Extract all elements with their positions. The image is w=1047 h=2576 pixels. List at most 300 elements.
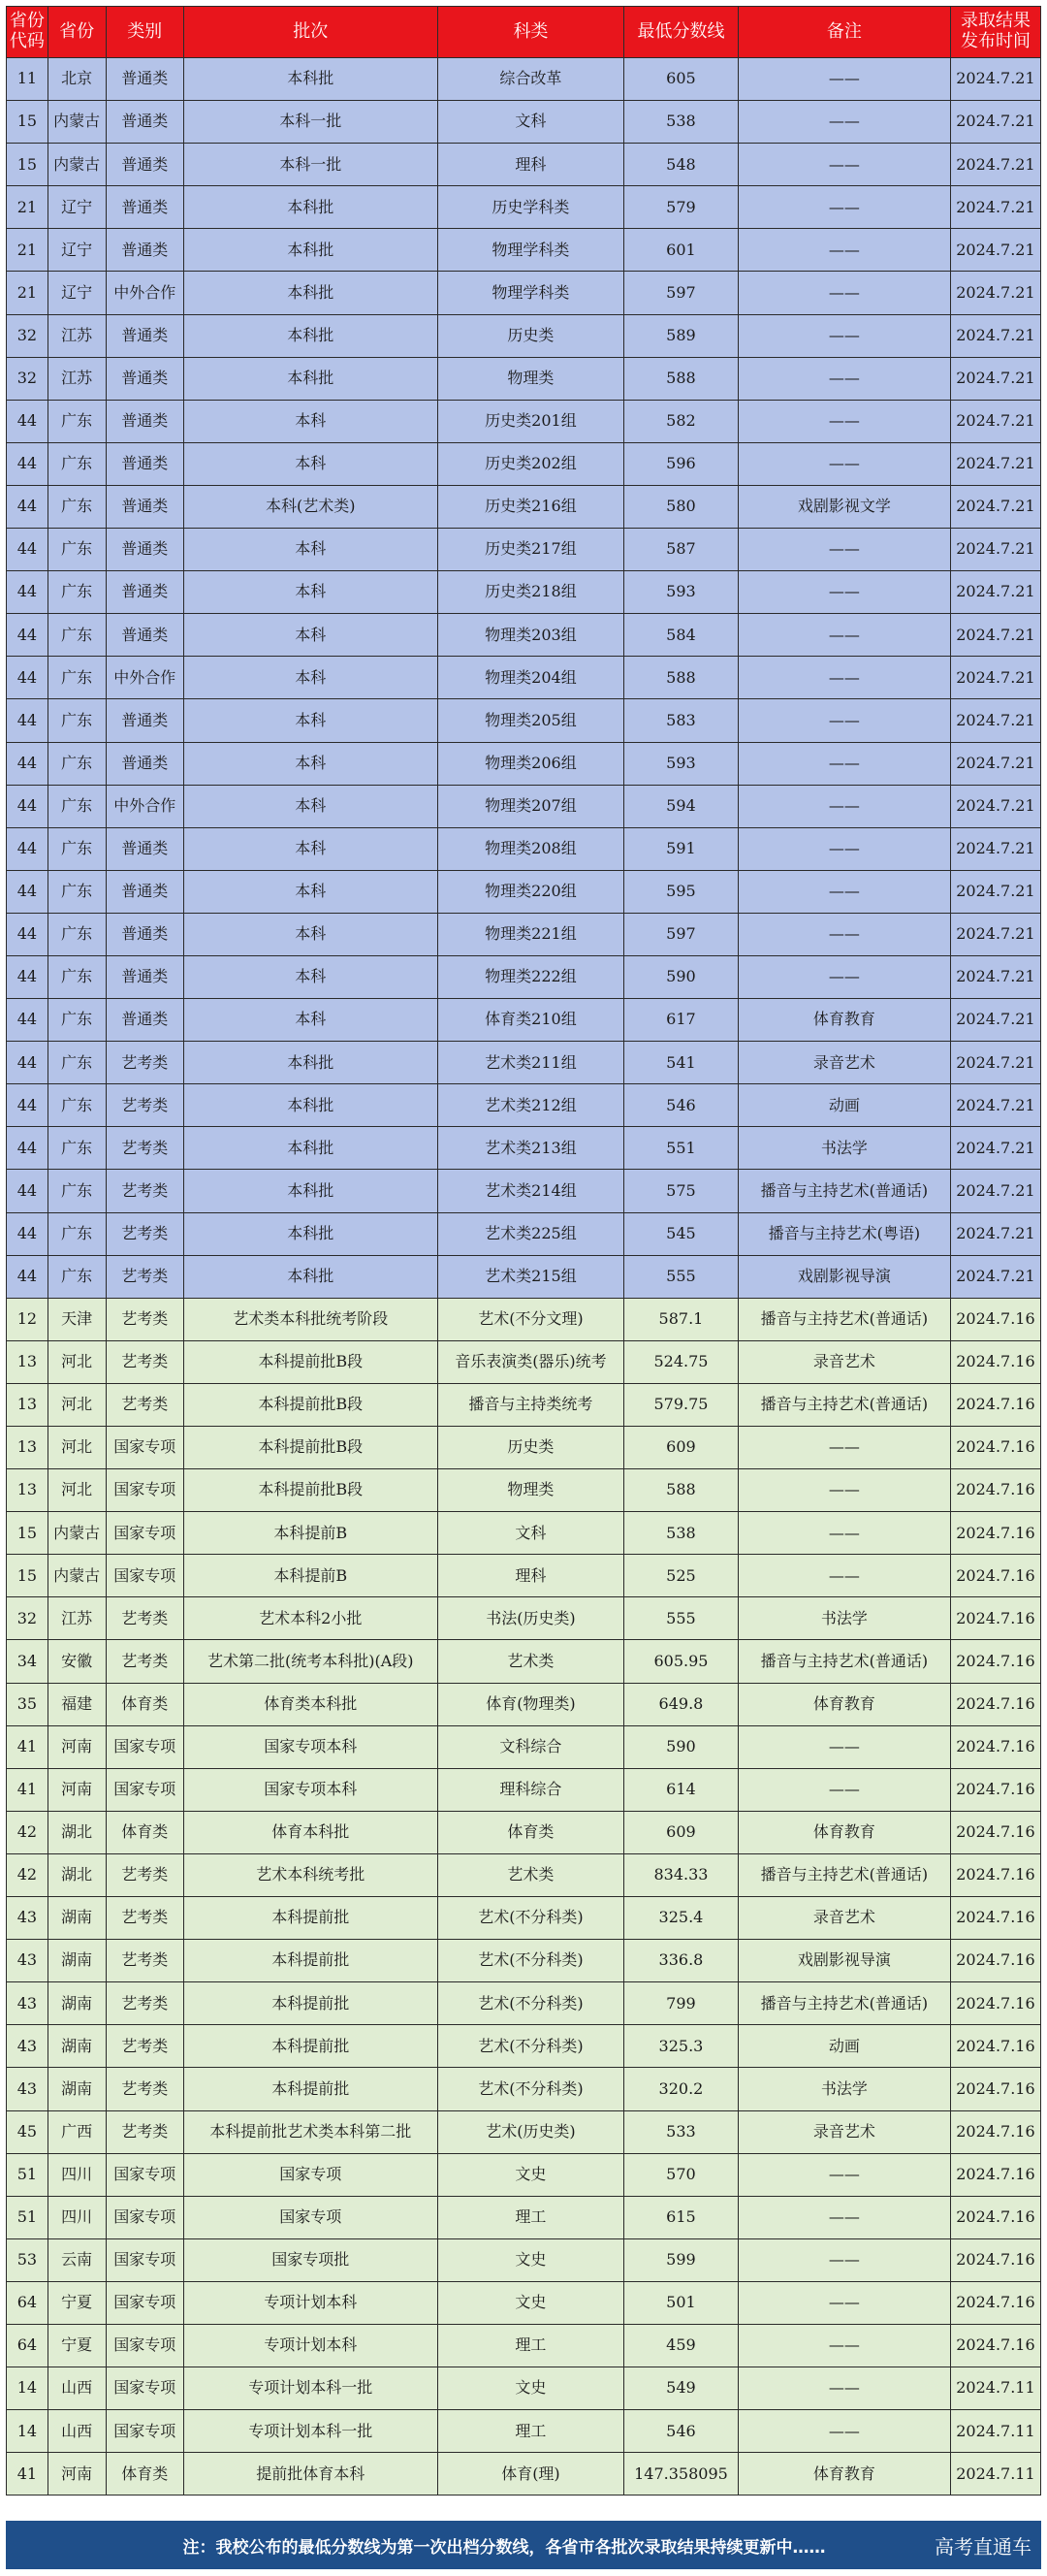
col-min-score-cell: 588 bbox=[624, 657, 739, 699]
col-subject-cell: 历史类217组 bbox=[437, 529, 623, 571]
col-release-date-cell: 2024.7.21 bbox=[950, 144, 1040, 186]
col-release-date-cell: 2024.7.16 bbox=[950, 1427, 1040, 1469]
col-min-score-cell: 545 bbox=[624, 1212, 739, 1255]
col-min-score-cell: 548 bbox=[624, 144, 739, 186]
col-remark-cell: —— bbox=[738, 2324, 950, 2367]
table-row bbox=[7, 1811, 1041, 1853]
col-min-score-cell: 533 bbox=[624, 2110, 739, 2153]
col-batch-cell: 本科批 bbox=[183, 229, 437, 272]
col-province-cell: 河南 bbox=[48, 1768, 106, 1811]
col-min-score-cell: 587.1 bbox=[624, 1298, 739, 1340]
col-min-score-cell: 325.4 bbox=[624, 1897, 739, 1940]
col-subject-cell: 历史学科类 bbox=[437, 186, 623, 229]
col-province-cell: 四川 bbox=[48, 2153, 106, 2196]
col-release-date-cell: 2024.7.16 bbox=[950, 1555, 1040, 1597]
col-remark-cell: 播音与主持艺术(粤语) bbox=[738, 1212, 950, 1255]
col-min-score-cell: 589 bbox=[624, 314, 739, 357]
col-province-cell: 内蒙古 bbox=[48, 1512, 106, 1555]
col-category-cell: 国家专项 bbox=[106, 2367, 183, 2410]
table-row bbox=[7, 1170, 1041, 1212]
col-batch-cell: 本科批 bbox=[183, 58, 437, 101]
col-province-cell: 内蒙古 bbox=[48, 1555, 106, 1597]
col-province-code-cell: 43 bbox=[7, 2068, 48, 2110]
col-batch-header: 批次 bbox=[183, 7, 437, 58]
col-release-date-cell: 2024.7.21 bbox=[950, 529, 1040, 571]
col-batch-cell: 本科 bbox=[183, 955, 437, 998]
col-batch-cell: 本科一批 bbox=[183, 101, 437, 144]
col-province-code-cell: 13 bbox=[7, 1469, 48, 1512]
col-batch-cell: 本科批 bbox=[183, 1042, 437, 1084]
col-province-code-cell: 44 bbox=[7, 1212, 48, 1255]
col-min-score-cell: 336.8 bbox=[624, 1940, 739, 1982]
col-release-date-cell: 2024.7.21 bbox=[950, 955, 1040, 998]
col-province-cell: 广西 bbox=[48, 2110, 106, 2153]
col-category-cell: 国家专项 bbox=[106, 2410, 183, 2453]
col-min-score-cell: 590 bbox=[624, 955, 739, 998]
col-remark-cell: 播音与主持艺术(普通话) bbox=[738, 1982, 950, 2025]
col-batch-cell: 国家专项 bbox=[183, 2153, 437, 2196]
col-min-score-cell: 501 bbox=[624, 2281, 739, 2324]
col-province-code-cell: 51 bbox=[7, 2196, 48, 2238]
col-release-date-cell: 2024.7.21 bbox=[950, 1212, 1040, 1255]
table-row bbox=[7, 2410, 1041, 2453]
col-release-date-cell: 2024.7.21 bbox=[950, 442, 1040, 485]
table-row bbox=[7, 485, 1041, 528]
col-subject-cell: 物理类220组 bbox=[437, 870, 623, 913]
col-remark-cell: 戏剧影视导演 bbox=[738, 1255, 950, 1298]
col-province-cell: 河南 bbox=[48, 1725, 106, 1768]
col-province-code-cell: 42 bbox=[7, 1811, 48, 1853]
col-province-header: 省份 bbox=[48, 7, 106, 58]
col-category-cell: 艺考类 bbox=[106, 1940, 183, 1982]
col-batch-cell: 专项计划本科 bbox=[183, 2281, 437, 2324]
admission-score-table bbox=[6, 6, 1041, 2496]
col-min-score-cell: 609 bbox=[624, 1427, 739, 1469]
table-row bbox=[7, 614, 1041, 657]
col-release-date-cell: 2024.7.21 bbox=[950, 58, 1040, 101]
col-province-cell: 湖北 bbox=[48, 1853, 106, 1896]
col-category-cell: 国家专项 bbox=[106, 2153, 183, 2196]
col-release-date-cell: 2024.7.16 bbox=[950, 1340, 1040, 1383]
col-min-score-cell: 147.358095 bbox=[624, 2453, 739, 2496]
col-remark-cell: —— bbox=[738, 186, 950, 229]
col-release-date-cell: 2024.7.21 bbox=[950, 1084, 1040, 1127]
col-remark-cell: —— bbox=[738, 870, 950, 913]
col-release-date-cell: 2024.7.21 bbox=[950, 186, 1040, 229]
col-min-score-cell: 799 bbox=[624, 1982, 739, 2025]
col-province-cell: 辽宁 bbox=[48, 272, 106, 314]
col-category-cell: 中外合作 bbox=[106, 272, 183, 314]
col-remark-cell: —— bbox=[738, 529, 950, 571]
col-subject-cell: 文史 bbox=[437, 2281, 623, 2324]
col-min-score-cell: 546 bbox=[624, 2410, 739, 2453]
table-row bbox=[7, 272, 1041, 314]
col-remark-cell: 播音与主持艺术(普通话) bbox=[738, 1170, 950, 1212]
col-subject-cell: 艺术(不分科类) bbox=[437, 2068, 623, 2110]
col-min-score-cell: 614 bbox=[624, 1768, 739, 1811]
col-subject-cell: 历史类201组 bbox=[437, 400, 623, 442]
col-release-date-cell: 2024.7.21 bbox=[950, 1170, 1040, 1212]
col-province-code-cell: 21 bbox=[7, 272, 48, 314]
col-province-code-cell: 44 bbox=[7, 400, 48, 442]
col-subject-cell: 艺术(不分科类) bbox=[437, 1940, 623, 1982]
col-release-date-cell: 2024.7.21 bbox=[950, 999, 1040, 1042]
col-province-code-cell: 21 bbox=[7, 229, 48, 272]
col-subject-cell: 物理学科类 bbox=[437, 272, 623, 314]
col-subject-cell: 艺术(历史类) bbox=[437, 2110, 623, 2153]
table-row bbox=[7, 1725, 1041, 1768]
col-remark-cell: —— bbox=[738, 614, 950, 657]
table-row bbox=[7, 357, 1041, 400]
col-min-score-cell: 551 bbox=[624, 1127, 739, 1170]
col-release-date-cell: 2024.7.16 bbox=[950, 2196, 1040, 2238]
col-remark-cell: 书法学 bbox=[738, 2068, 950, 2110]
col-province-cell: 福建 bbox=[48, 1683, 106, 1725]
col-category-cell: 普通类 bbox=[106, 58, 183, 101]
col-release-date-cell: 2024.7.16 bbox=[950, 2110, 1040, 2153]
col-province-code-cell: 44 bbox=[7, 955, 48, 998]
col-subject-cell: 文史 bbox=[437, 2238, 623, 2281]
col-release-date-cell: 2024.7.11 bbox=[950, 2453, 1040, 2496]
col-batch-cell: 本科 bbox=[183, 870, 437, 913]
col-remark-cell: 戏剧影视文学 bbox=[738, 485, 950, 528]
col-province-cell: 山西 bbox=[48, 2367, 106, 2410]
col-category-cell: 体育类 bbox=[106, 1683, 183, 1725]
col-subject-cell: 物理类205组 bbox=[437, 699, 623, 742]
col-remark-cell: —— bbox=[738, 314, 950, 357]
col-subject-cell: 体育(物理类) bbox=[437, 1683, 623, 1725]
col-min-score-cell: 538 bbox=[624, 1512, 739, 1555]
table-row bbox=[7, 2238, 1041, 2281]
col-batch-cell: 本科提前批艺术类本科第二批 bbox=[183, 2110, 437, 2153]
col-batch-cell: 本科批 bbox=[183, 272, 437, 314]
col-remark-cell: 体育教育 bbox=[738, 1683, 950, 1725]
col-province-cell: 河北 bbox=[48, 1383, 106, 1426]
col-min-score-header: 最低分数线 bbox=[624, 7, 739, 58]
table-row bbox=[7, 144, 1041, 186]
col-subject-cell: 理科 bbox=[437, 144, 623, 186]
table-row bbox=[7, 529, 1041, 571]
col-release-date-cell: 2024.7.16 bbox=[950, 1853, 1040, 1896]
col-province-cell: 江苏 bbox=[48, 357, 106, 400]
col-min-score-cell: 605 bbox=[624, 58, 739, 101]
col-subject-cell: 艺术(不分科类) bbox=[437, 1897, 623, 1940]
col-subject-cell: 文科 bbox=[437, 1512, 623, 1555]
col-province-code-cell: 44 bbox=[7, 1170, 48, 1212]
col-remark-cell: —— bbox=[738, 2367, 950, 2410]
col-min-score-cell: 587 bbox=[624, 529, 739, 571]
col-province-code-cell: 53 bbox=[7, 2238, 48, 2281]
col-subject-cell: 艺术类 bbox=[437, 1853, 623, 1896]
col-category-cell: 艺考类 bbox=[106, 1255, 183, 1298]
col-release-date-cell: 2024.7.21 bbox=[950, 571, 1040, 614]
col-category-cell: 中外合作 bbox=[106, 785, 183, 827]
col-remark-cell: —— bbox=[738, 58, 950, 101]
table-body bbox=[7, 58, 1041, 2496]
col-min-score-cell: 594 bbox=[624, 785, 739, 827]
col-category-cell: 普通类 bbox=[106, 571, 183, 614]
col-batch-cell: 本科提前批B段 bbox=[183, 1427, 437, 1469]
col-remark-cell: 播音与主持艺术(普通话) bbox=[738, 1853, 950, 1896]
col-batch-cell: 本科批 bbox=[183, 1084, 437, 1127]
col-subject-cell: 艺术类225组 bbox=[437, 1212, 623, 1255]
col-province-cell: 河北 bbox=[48, 1340, 106, 1383]
col-province-cell: 广东 bbox=[48, 1170, 106, 1212]
col-province-cell: 湖南 bbox=[48, 2068, 106, 2110]
col-category-cell: 国家专项 bbox=[106, 2238, 183, 2281]
col-province-code-header: 省份代码 bbox=[7, 7, 48, 58]
col-min-score-cell: 591 bbox=[624, 827, 739, 870]
col-min-score-cell: 599 bbox=[624, 2238, 739, 2281]
table-row bbox=[7, 657, 1041, 699]
col-remark-cell: —— bbox=[738, 2238, 950, 2281]
col-batch-cell: 本科 bbox=[183, 400, 437, 442]
col-province-cell: 广东 bbox=[48, 1255, 106, 1298]
col-province-cell: 天津 bbox=[48, 1298, 106, 1340]
col-subject-cell: 艺术类213组 bbox=[437, 1127, 623, 1170]
col-batch-cell: 本科提前B bbox=[183, 1555, 437, 1597]
col-batch-cell: 本科批 bbox=[183, 314, 437, 357]
col-province-code-cell: 15 bbox=[7, 101, 48, 144]
table-row bbox=[7, 1127, 1041, 1170]
table-row bbox=[7, 2110, 1041, 2153]
col-province-code-cell: 44 bbox=[7, 1042, 48, 1084]
col-remark-cell: 播音与主持艺术(普通话) bbox=[738, 1383, 950, 1426]
col-province-code-cell: 44 bbox=[7, 1127, 48, 1170]
col-subject-cell: 艺术类215组 bbox=[437, 1255, 623, 1298]
col-batch-cell: 本科提前批 bbox=[183, 2025, 437, 2068]
col-category-cell: 普通类 bbox=[106, 955, 183, 998]
col-category-cell: 艺考类 bbox=[106, 1640, 183, 1683]
col-remark-cell: —— bbox=[738, 2410, 950, 2453]
col-release-date-cell: 2024.7.21 bbox=[950, 742, 1040, 785]
col-min-score-cell: 524.75 bbox=[624, 1340, 739, 1383]
col-province-code-cell: 42 bbox=[7, 1853, 48, 1896]
col-subject-cell: 历史类 bbox=[437, 314, 623, 357]
col-province-cell: 辽宁 bbox=[48, 186, 106, 229]
col-batch-cell: 体育类本科批 bbox=[183, 1683, 437, 1725]
col-province-code-cell: 44 bbox=[7, 1084, 48, 1127]
col-release-date-cell: 2024.7.21 bbox=[950, 229, 1040, 272]
col-province-code-cell: 12 bbox=[7, 1298, 48, 1340]
col-min-score-cell: 588 bbox=[624, 1469, 739, 1512]
col-subject-cell: 文科综合 bbox=[437, 1725, 623, 1768]
col-min-score-cell: 605.95 bbox=[624, 1640, 739, 1683]
table-row bbox=[7, 2281, 1041, 2324]
col-category-cell: 普通类 bbox=[106, 101, 183, 144]
col-remark-cell: —— bbox=[738, 785, 950, 827]
col-release-date-cell: 2024.7.11 bbox=[950, 2367, 1040, 2410]
col-province-cell: 湖南 bbox=[48, 2025, 106, 2068]
col-province-code-cell: 64 bbox=[7, 2324, 48, 2367]
col-category-cell: 普通类 bbox=[106, 485, 183, 528]
col-subject-cell: 物理类204组 bbox=[437, 657, 623, 699]
table-row bbox=[7, 1897, 1041, 1940]
col-province-cell: 广东 bbox=[48, 657, 106, 699]
col-subject-cell: 物理类207组 bbox=[437, 785, 623, 827]
col-subject-cell: 文史 bbox=[437, 2153, 623, 2196]
col-province-cell: 广东 bbox=[48, 1042, 106, 1084]
col-min-score-cell: 617 bbox=[624, 999, 739, 1042]
col-province-cell: 河南 bbox=[48, 2453, 106, 2496]
table-row bbox=[7, 1383, 1041, 1426]
col-province-code-cell: 44 bbox=[7, 913, 48, 955]
col-batch-cell: 本科批 bbox=[183, 1170, 437, 1212]
col-subject-cell: 历史类 bbox=[437, 1427, 623, 1469]
col-batch-cell: 艺术本科2小批 bbox=[183, 1597, 437, 1640]
col-province-code-cell: 32 bbox=[7, 1597, 48, 1640]
col-subject-cell: 艺术类214组 bbox=[437, 1170, 623, 1212]
col-province-cell: 广东 bbox=[48, 571, 106, 614]
col-category-cell: 艺考类 bbox=[106, 1127, 183, 1170]
col-category-cell: 艺考类 bbox=[106, 1084, 183, 1127]
col-min-score-cell: 582 bbox=[624, 400, 739, 442]
col-min-score-cell: 525 bbox=[624, 1555, 739, 1597]
col-batch-cell: 本科提前批 bbox=[183, 1982, 437, 2025]
col-province-code-cell: 64 bbox=[7, 2281, 48, 2324]
table-row bbox=[7, 785, 1041, 827]
col-province-cell: 广东 bbox=[48, 442, 106, 485]
col-category-cell: 艺考类 bbox=[106, 1212, 183, 1255]
col-min-score-cell: 546 bbox=[624, 1084, 739, 1127]
brand-label: 高考直通车 bbox=[935, 2534, 1031, 2559]
col-min-score-cell: 609 bbox=[624, 1811, 739, 1853]
col-batch-cell: 本科 bbox=[183, 699, 437, 742]
table-row bbox=[7, 400, 1041, 442]
col-province-code-cell: 21 bbox=[7, 186, 48, 229]
col-batch-cell: 本科批 bbox=[183, 186, 437, 229]
col-province-cell: 广东 bbox=[48, 485, 106, 528]
table-row bbox=[7, 1340, 1041, 1383]
col-category-cell: 普通类 bbox=[106, 144, 183, 186]
col-remark-cell: —— bbox=[738, 400, 950, 442]
col-batch-cell: 本科 bbox=[183, 529, 437, 571]
col-release-date-cell: 2024.7.21 bbox=[950, 699, 1040, 742]
col-release-date-cell: 2024.7.16 bbox=[950, 2281, 1040, 2324]
table-row bbox=[7, 2367, 1041, 2410]
col-remark-cell: 体育教育 bbox=[738, 2453, 950, 2496]
col-subject-cell: 历史类218组 bbox=[437, 571, 623, 614]
col-province-cell: 北京 bbox=[48, 58, 106, 101]
col-batch-cell: 本科提前批B段 bbox=[183, 1340, 437, 1383]
col-province-cell: 广东 bbox=[48, 1084, 106, 1127]
col-release-date-cell: 2024.7.21 bbox=[950, 485, 1040, 528]
col-release-date-cell: 2024.7.16 bbox=[950, 1640, 1040, 1683]
col-province-cell: 广东 bbox=[48, 1212, 106, 1255]
col-province-cell: 广东 bbox=[48, 699, 106, 742]
col-province-code-cell: 44 bbox=[7, 614, 48, 657]
col-category-cell: 艺考类 bbox=[106, 1897, 183, 1940]
col-batch-cell: 专项计划本科一批 bbox=[183, 2410, 437, 2453]
col-min-score-cell: 570 bbox=[624, 2153, 739, 2196]
col-batch-cell: 本科 bbox=[183, 999, 437, 1042]
col-remark-cell: —— bbox=[738, 357, 950, 400]
header-row bbox=[7, 7, 1041, 58]
col-subject-cell: 音乐表演类(器乐)统考 bbox=[437, 1340, 623, 1383]
col-subject-cell: 物理类208组 bbox=[437, 827, 623, 870]
col-province-code-cell: 11 bbox=[7, 58, 48, 101]
table-row bbox=[7, 1597, 1041, 1640]
col-category-cell: 普通类 bbox=[106, 229, 183, 272]
col-province-code-cell: 34 bbox=[7, 1640, 48, 1683]
col-province-code-cell: 14 bbox=[7, 2367, 48, 2410]
col-release-date-cell: 2024.7.21 bbox=[950, 101, 1040, 144]
col-release-date-cell: 2024.7.21 bbox=[950, 1127, 1040, 1170]
col-batch-cell: 本科 bbox=[183, 742, 437, 785]
col-category-cell: 普通类 bbox=[106, 186, 183, 229]
col-subject-cell: 物理类203组 bbox=[437, 614, 623, 657]
col-batch-cell: 提前批体育本科 bbox=[183, 2453, 437, 2496]
col-province-cell: 湖南 bbox=[48, 1897, 106, 1940]
col-subject-cell: 历史类216组 bbox=[437, 485, 623, 528]
col-release-date-cell: 2024.7.21 bbox=[950, 314, 1040, 357]
col-release-date-cell: 2024.7.16 bbox=[950, 1897, 1040, 1940]
col-min-score-cell: 595 bbox=[624, 870, 739, 913]
col-province-cell: 宁夏 bbox=[48, 2281, 106, 2324]
col-min-score-cell: 597 bbox=[624, 272, 739, 314]
col-remark-cell: —— bbox=[738, 913, 950, 955]
col-province-code-cell: 44 bbox=[7, 827, 48, 870]
col-release-date-cell: 2024.7.16 bbox=[950, 1683, 1040, 1725]
col-remark-cell: —— bbox=[738, 1555, 950, 1597]
col-remark-cell: 戏剧影视导演 bbox=[738, 1940, 950, 1982]
col-batch-cell: 本科提前B bbox=[183, 1512, 437, 1555]
col-province-cell: 广东 bbox=[48, 785, 106, 827]
col-release-date-cell: 2024.7.16 bbox=[950, 1768, 1040, 1811]
col-subject-cell: 物理类222组 bbox=[437, 955, 623, 998]
col-remark-cell: 体育教育 bbox=[738, 999, 950, 1042]
table-row bbox=[7, 1298, 1041, 1340]
col-batch-cell: 本科 bbox=[183, 442, 437, 485]
col-batch-cell: 本科批 bbox=[183, 1127, 437, 1170]
col-province-cell: 广东 bbox=[48, 400, 106, 442]
col-category-cell: 艺考类 bbox=[106, 1597, 183, 1640]
col-release-date-cell: 2024.7.16 bbox=[950, 1512, 1040, 1555]
col-min-score-cell: 555 bbox=[624, 1255, 739, 1298]
table-row bbox=[7, 1853, 1041, 1896]
col-category-cell: 普通类 bbox=[106, 913, 183, 955]
col-category-cell: 艺考类 bbox=[106, 1982, 183, 2025]
col-subject-cell: 理工 bbox=[437, 2324, 623, 2367]
col-category-cell: 艺考类 bbox=[106, 1042, 183, 1084]
table-row bbox=[7, 2025, 1041, 2068]
col-release-date-cell: 2024.7.16 bbox=[950, 1469, 1040, 1512]
col-category-cell: 普通类 bbox=[106, 357, 183, 400]
col-subject-cell: 理科综合 bbox=[437, 1768, 623, 1811]
col-province-code-cell: 44 bbox=[7, 657, 48, 699]
col-remark-cell: —— bbox=[738, 657, 950, 699]
col-release-date-cell: 2024.7.16 bbox=[950, 2068, 1040, 2110]
col-min-score-cell: 597 bbox=[624, 913, 739, 955]
col-province-code-cell: 44 bbox=[7, 485, 48, 528]
col-province-cell: 江苏 bbox=[48, 1597, 106, 1640]
col-province-code-cell: 43 bbox=[7, 1982, 48, 2025]
col-subject-cell: 艺术类212组 bbox=[437, 1084, 623, 1127]
table-row bbox=[7, 1982, 1041, 2025]
col-province-code-cell: 43 bbox=[7, 1940, 48, 1982]
col-province-cell: 河北 bbox=[48, 1427, 106, 1469]
table-row bbox=[7, 699, 1041, 742]
col-category-cell: 艺考类 bbox=[106, 1340, 183, 1383]
col-category-cell: 体育类 bbox=[106, 2453, 183, 2496]
col-province-code-cell: 44 bbox=[7, 699, 48, 742]
col-province-cell: 云南 bbox=[48, 2238, 106, 2281]
col-remark-cell: —— bbox=[738, 742, 950, 785]
col-province-code-cell: 44 bbox=[7, 870, 48, 913]
col-min-score-cell: 588 bbox=[624, 357, 739, 400]
col-province-cell: 宁夏 bbox=[48, 2324, 106, 2367]
col-batch-cell: 艺术类本科批统考阶段 bbox=[183, 1298, 437, 1340]
